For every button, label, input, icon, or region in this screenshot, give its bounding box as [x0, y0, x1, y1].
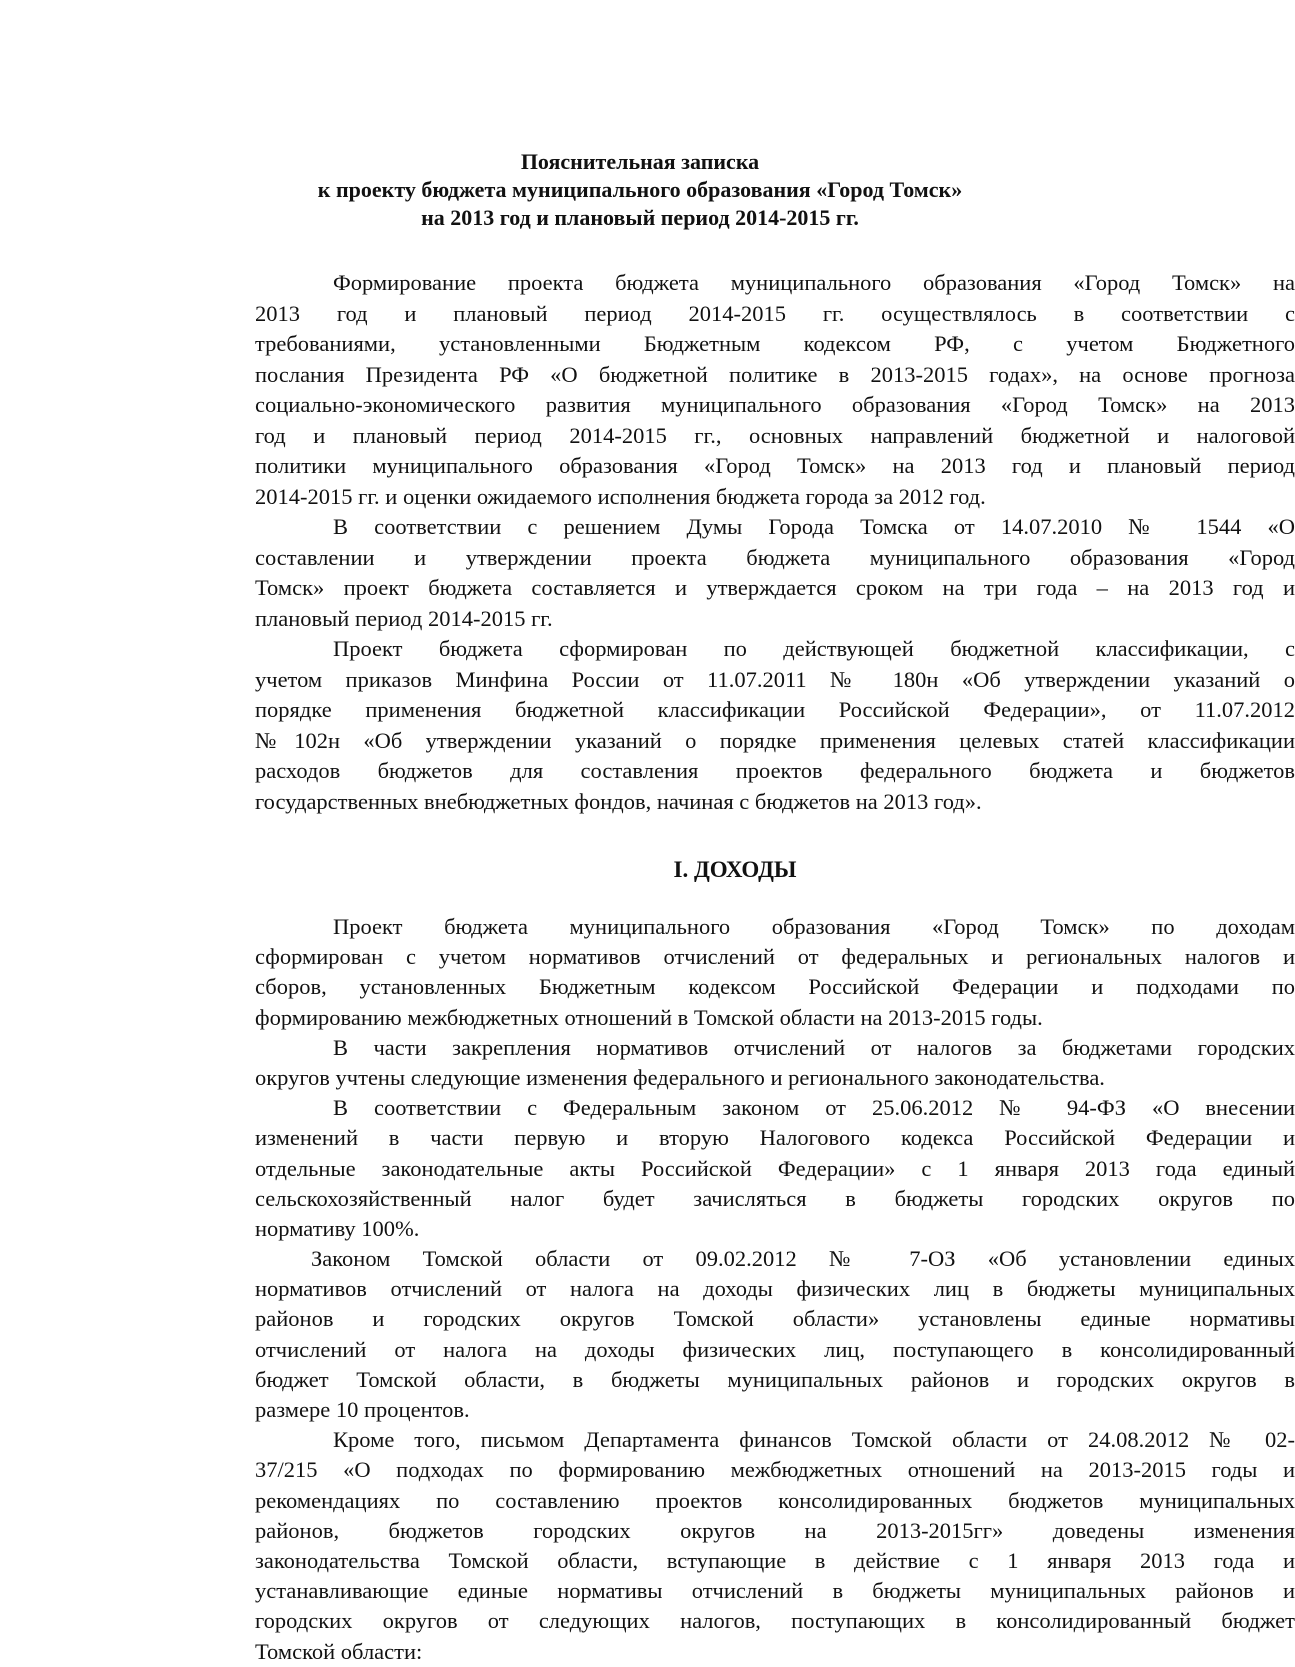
- title-line-3: на 2013 год и плановый период 2014-2015 гг.: [421, 205, 859, 230]
- text-line: социально-экономического развития муниципального образования «Город Томск» на 2013: [255, 392, 1295, 417]
- document-title: [300, 148, 980, 232]
- text-line: формированию межбюджетных отношений в Томской области на 2013-2015 годы.: [255, 1004, 1043, 1030]
- text-line: сельскохозяйственный налог будет зачисляться в бюджеты городских округов по: [255, 1185, 1295, 1211]
- text-line: размере 10 процентов.: [255, 1397, 470, 1422]
- text-line: сборов, установленных Бюджетным кодексом Российской Федерации и подходами по: [255, 974, 1295, 1000]
- text-line: послания Президента РФ «О бюджетной политике в 2013-2015 годах», на основе прогноза: [255, 361, 1295, 387]
- title-line-2: к проекту бюджета муниципального образования «Город Томск»: [317, 177, 963, 202]
- text-line: политики муниципального образования «Город Томск» на 2013 год и плановый период: [255, 453, 1295, 478]
- text-line: В соответствии с Федеральным законом от 25.06.2012 № 94-ФЗ «О внесении: [333, 1095, 1295, 1121]
- text-line: плановый период 2014-2015 гг.: [255, 605, 553, 631]
- text-line: №102н «Об утверждении указаний о порядке применения целевых статей классификации: [255, 727, 1295, 753]
- title-line-1: Пояснительная записка: [520, 149, 760, 174]
- text-line: год и плановый период 2014-2015 гг., основных направлений бюджетной и налоговой: [255, 422, 1295, 448]
- text-line: составлении и утверждении проекта бюджета муниципального образования «Город: [255, 544, 1295, 570]
- text-line: В соответствии с решением Думы Города Томска от 14.07.2010 № 1544 «О: [333, 514, 1295, 539]
- text-line: Томской области:: [255, 1638, 423, 1664]
- income-text: [255, 912, 1295, 1667]
- text-line: расходов бюджетов для составления проектов федерального бюджета и бюджетов: [255, 758, 1295, 783]
- text-line: нормативу 100%.: [255, 1215, 420, 1241]
- text-line: нормативов отчислений от налога на доходы физических лиц в бюджеты муниципальных: [255, 1276, 1295, 1302]
- text-line: районов и городских округов Томской области» установлены единые нормативы: [255, 1306, 1295, 1332]
- text-line: Томск» проект бюджета составляется и утверждается сроком на три года – на 2013 год и: [255, 575, 1295, 600]
- text-line: В части закрепления нормативов отчислений от налогов за бюджетами городских: [333, 1034, 1295, 1060]
- text-line: 2014-2015 гг. и оценки ожидаемого исполнения бюджета города за 2012 год.: [255, 483, 986, 509]
- section-heading-income: I. ДОХОДЫ: [673, 857, 797, 882]
- text-line: Проект бюджета сформирован по действующей бюджетной классификации, с: [333, 636, 1295, 661]
- text-line: городских округов от следующих налогов, поступающих в консолидированный бюджет: [255, 1608, 1295, 1634]
- text-line: сформирован с учетом нормативов отчислений от федеральных и региональных налогов и: [255, 944, 1295, 970]
- text-line: бюджет Томской области, в бюджеты муниципальных районов и городских округов в: [255, 1366, 1295, 1392]
- text-line: рекомендациях по составлению проектов консолидированных бюджетов муниципальных: [255, 1487, 1295, 1513]
- text-line: Формирование проекта бюджета муниципального образования «Город Томск» на: [333, 270, 1295, 295]
- text-line: 2013 год и плановый период 2014-2015 гг. осуществлялось в соответствии с: [255, 300, 1295, 326]
- text-line: учетом приказов Минфина России от 11.07.2011 № 180н «Об утверждении указаний о: [255, 666, 1295, 692]
- text-line: изменений в части первую и вторую Налогового кодекса Российской Федерации и: [255, 1125, 1295, 1151]
- text-line: требованиями, установленными Бюджетным кодексом РФ, с учетом Бюджетного: [255, 331, 1295, 356]
- text-line: порядке применения бюджетной классификации Российской Федерации», от 11.07.2012: [255, 697, 1295, 722]
- text-line: отдельные законодательные акты Российской Федерации» с 1 января 2013 года единый: [255, 1155, 1295, 1181]
- text-line: законодательства Томской области, вступающие в действие с 1 января 2013 года и: [255, 1547, 1295, 1573]
- text-line: устанавливающие единые нормативы отчислений в бюджеты муниципальных районов и: [255, 1578, 1295, 1604]
- text-line: Законом Томской области от 09.02.2012 № 7-ОЗ «Об установлении единых: [311, 1246, 1295, 1272]
- text-line: 37/215 «О подходах по формированию межбюджетных отношений на 2013-2015 годы и: [255, 1457, 1295, 1483]
- text-line: Кроме того, письмом Департамента финансов Томской области от 24.08.2012 № 02-: [333, 1427, 1295, 1453]
- intro-text: [255, 268, 1295, 817]
- text-line: государственных внебюджетных фондов, начиная с бюджетов на 2013 год».: [255, 788, 982, 814]
- text-line: Проект бюджета муниципального образования «Город Томск» по доходам: [333, 914, 1295, 939]
- text-line: районов, бюджетов городских округов на 2013-2015гг» доведены изменения: [255, 1517, 1295, 1543]
- text-line: округов учтены следующие изменения федерального и регионального законодательства.: [255, 1064, 1105, 1090]
- text-line: отчислений от налога на доходы физических лиц, поступающего в консолидированный: [255, 1336, 1295, 1362]
